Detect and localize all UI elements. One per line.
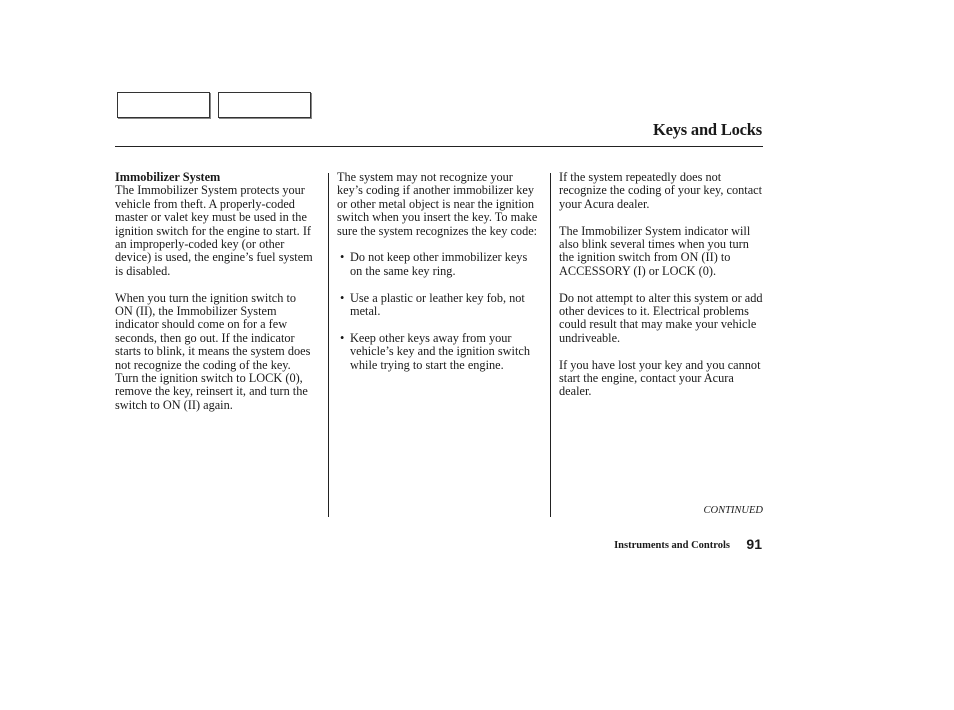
list-item: • Keep other keys away from your vehicle’s key and the ignition switch while trying to start the engine. [337,332,538,372]
list-item: • Do not keep other immobilizer keys on the same key ring. [337,251,538,278]
paragraph-text: The Immobilizer System protects your vehicle from theft. A properly-coded master or valet key must be used in the ignition switch for the engine to start. If an improperly-coded key (or other device) is used, the engine’s fuel system is disabled. [115,183,313,278]
immobilizer-paragraph-1 [115,171,316,278]
title-rule [115,146,763,147]
paragraph: If you have lost your key and you cannot start the engine, contact your Acura dealer. [559,357,761,399]
page-number: 91 [746,536,762,552]
column-divider [328,173,329,517]
column-2 [337,171,538,385]
paragraph: If the system repeatedly does not recognize the coding of your key, contact your Acura dealer. [559,170,763,211]
tips-list [337,251,538,372]
column-3 [559,171,764,412]
section-heading: Immobilizer System [115,170,221,184]
immobilizer-paragraph-2: When you turn the ignition switch to ON (II), the Immobilizer System indicator should come on for a few seconds, then go out. If the indicator starts to blink, it means the system does not recognize the coding of the key. Turn the ignition switch to LOCK (0), remove the key, reinsert it, and turn the switch to ON (II) again. [115,290,311,412]
key-coding-intro: The system may not recognize your key’s coding if another immobilizer key or other metal object is near the ignition switch when you insert the key. To make sure the system recognizes the key code: [337,170,538,238]
continued-label: CONTINUED [703,505,763,516]
paragraph: The Immobilizer System indicator will also blink several times when you turn the ignition switch from ON (II) to ACCESSORY (I) or LOCK (0). [559,223,751,278]
nav-tab-box-1[interactable] [117,92,210,118]
nav-tab-box-2[interactable] [218,92,311,118]
page-title: Keys and Locks [652,120,762,139]
column-1 [115,171,316,426]
paragraph: Do not attempt to alter this system or add other devices to it. Electrical problems could result that may make your vehicle undriveable. [559,290,763,345]
column-divider [550,173,551,517]
list-item: • Use a plastic or leather key fob, not metal. [337,292,538,319]
footer-section-label: Instruments and Controls [614,540,730,551]
